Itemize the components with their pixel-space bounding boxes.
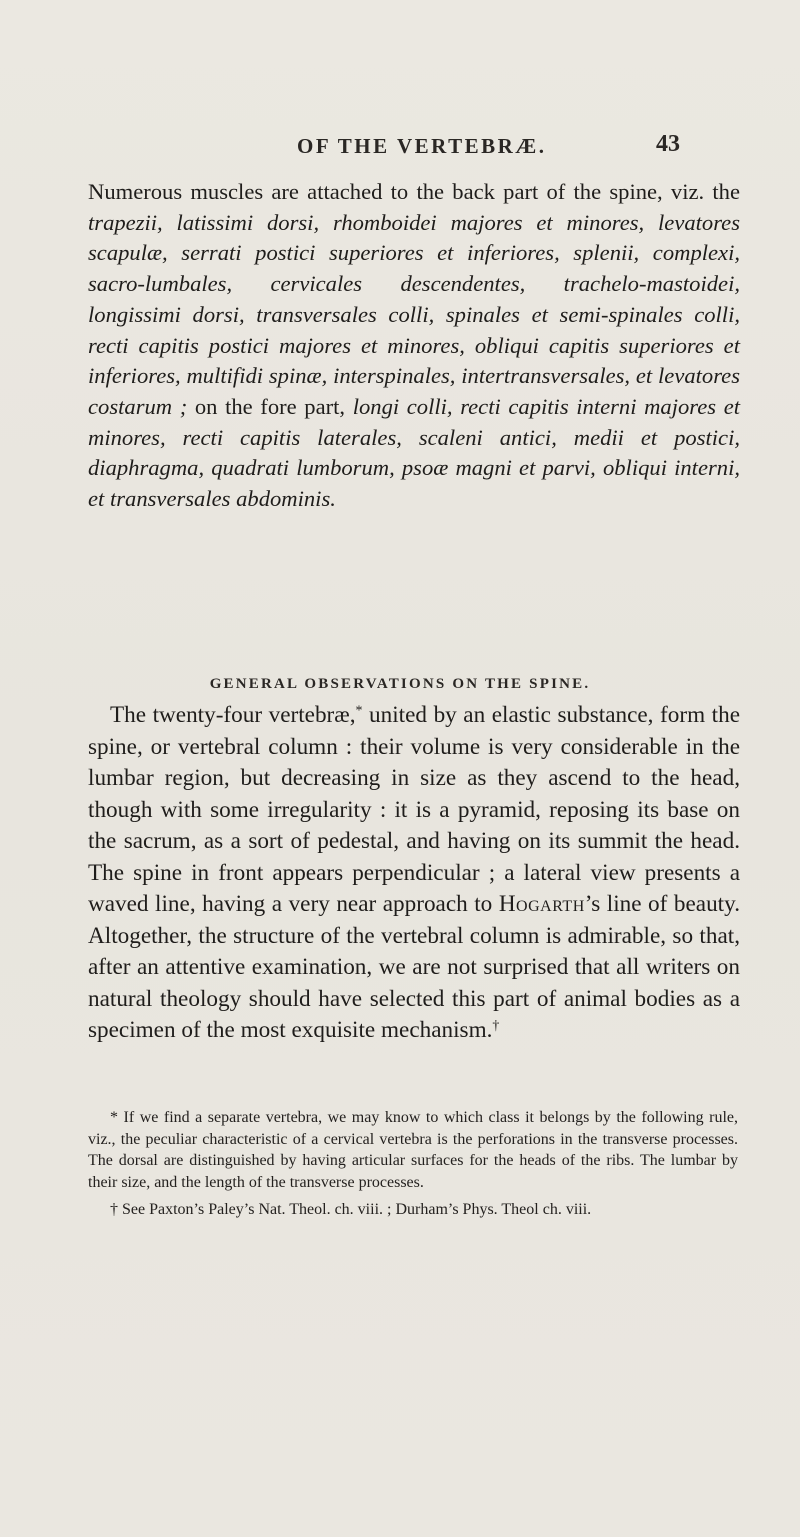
paragraph-spine-part-c: ’s line of beauty. Altogether, the structure of the vertebral column is admirable, so that, after an attentive examination, we are not surprised that all writers on natural theology should have selected this part of animal bodies as a specimen of the most exquisite mechanism. bbox=[88, 891, 740, 1043]
footnote-references: † See Paxton’s Paley’s Nat. Theol. ch. viii. ; Durham’s Phys. Theol ch. viii. bbox=[110, 1201, 592, 1219]
posterior-muscles-list: trapezii, latissimi dorsi, rhomboidei majores et minores, levatores scapulæ, serrati postici superiores et inferiores, splenii, complexi, sacro-lumbales, cervicales descendentes, trachelo-mastoidei, longissimi dorsi, transversales colli, spinales et semi-spinales colli, recti capitis postici majores et minores, obliqui capitis superiores et inferiores, multifidi spinæ, interspinales, intertransversales, et levatores costarum ; bbox=[88, 209, 740, 419]
paragraph-muscles-lead: Numerous muscles are attached to the back part of the spine, viz. the bbox=[88, 179, 740, 204]
footnote-marker-asterisk: * bbox=[355, 703, 363, 719]
page-number: 43 bbox=[656, 131, 680, 157]
footnote-marker-dagger: † bbox=[492, 1018, 500, 1034]
running-title: OF THE VERTEBRÆ. bbox=[297, 134, 547, 158]
paragraph-muscles bbox=[88, 177, 740, 515]
paragraph-spine-observations bbox=[88, 700, 740, 1047]
section-heading: GENERAL OBSERVATIONS ON THE SPINE. bbox=[209, 676, 591, 692]
paragraph-spine-part-a: The twenty-four vertebræ, bbox=[110, 702, 356, 728]
footnote-vertebra-class: * If we find a separate vertebra, we may know to which class it belongs by the following rule, viz., the peculiar characteristic of a cervical vertebra is the perforations in the transverse processes. The dorsal are distinguished by having articular surfaces for the heads of the ribs. The lumbar by their size, and the length of the transverse processes. bbox=[88, 1109, 738, 1191]
hogarth-name: Hogarth bbox=[498, 891, 585, 917]
footnotes bbox=[88, 1107, 738, 1221]
running-head bbox=[0, 131, 800, 170]
anterior-muscles-list: longi colli, recti capitis interni majores et minores, recti capitis laterales, scaleni antici, medii et postici, diaphragma, quadrati lumborum, psoæ magni et parvi, obliqui interni, et transversales abdominis. bbox=[88, 393, 740, 512]
paragraph-spine-part-b: united by an elastic substance, form the spine, or vertebral column : their volume is very considerable in the lumbar region, but decreasing in size as they ascend to the head, though with some irregularity : it is a pyramid, reposing its base on the sacrum, as a sort of pedestal, and having on its summit the head. The spine in front appears perpendicular ; a lateral view presents a waved line, having a very near approach to bbox=[88, 702, 740, 917]
paragraph-muscles-middle: on the fore part, bbox=[187, 393, 353, 419]
